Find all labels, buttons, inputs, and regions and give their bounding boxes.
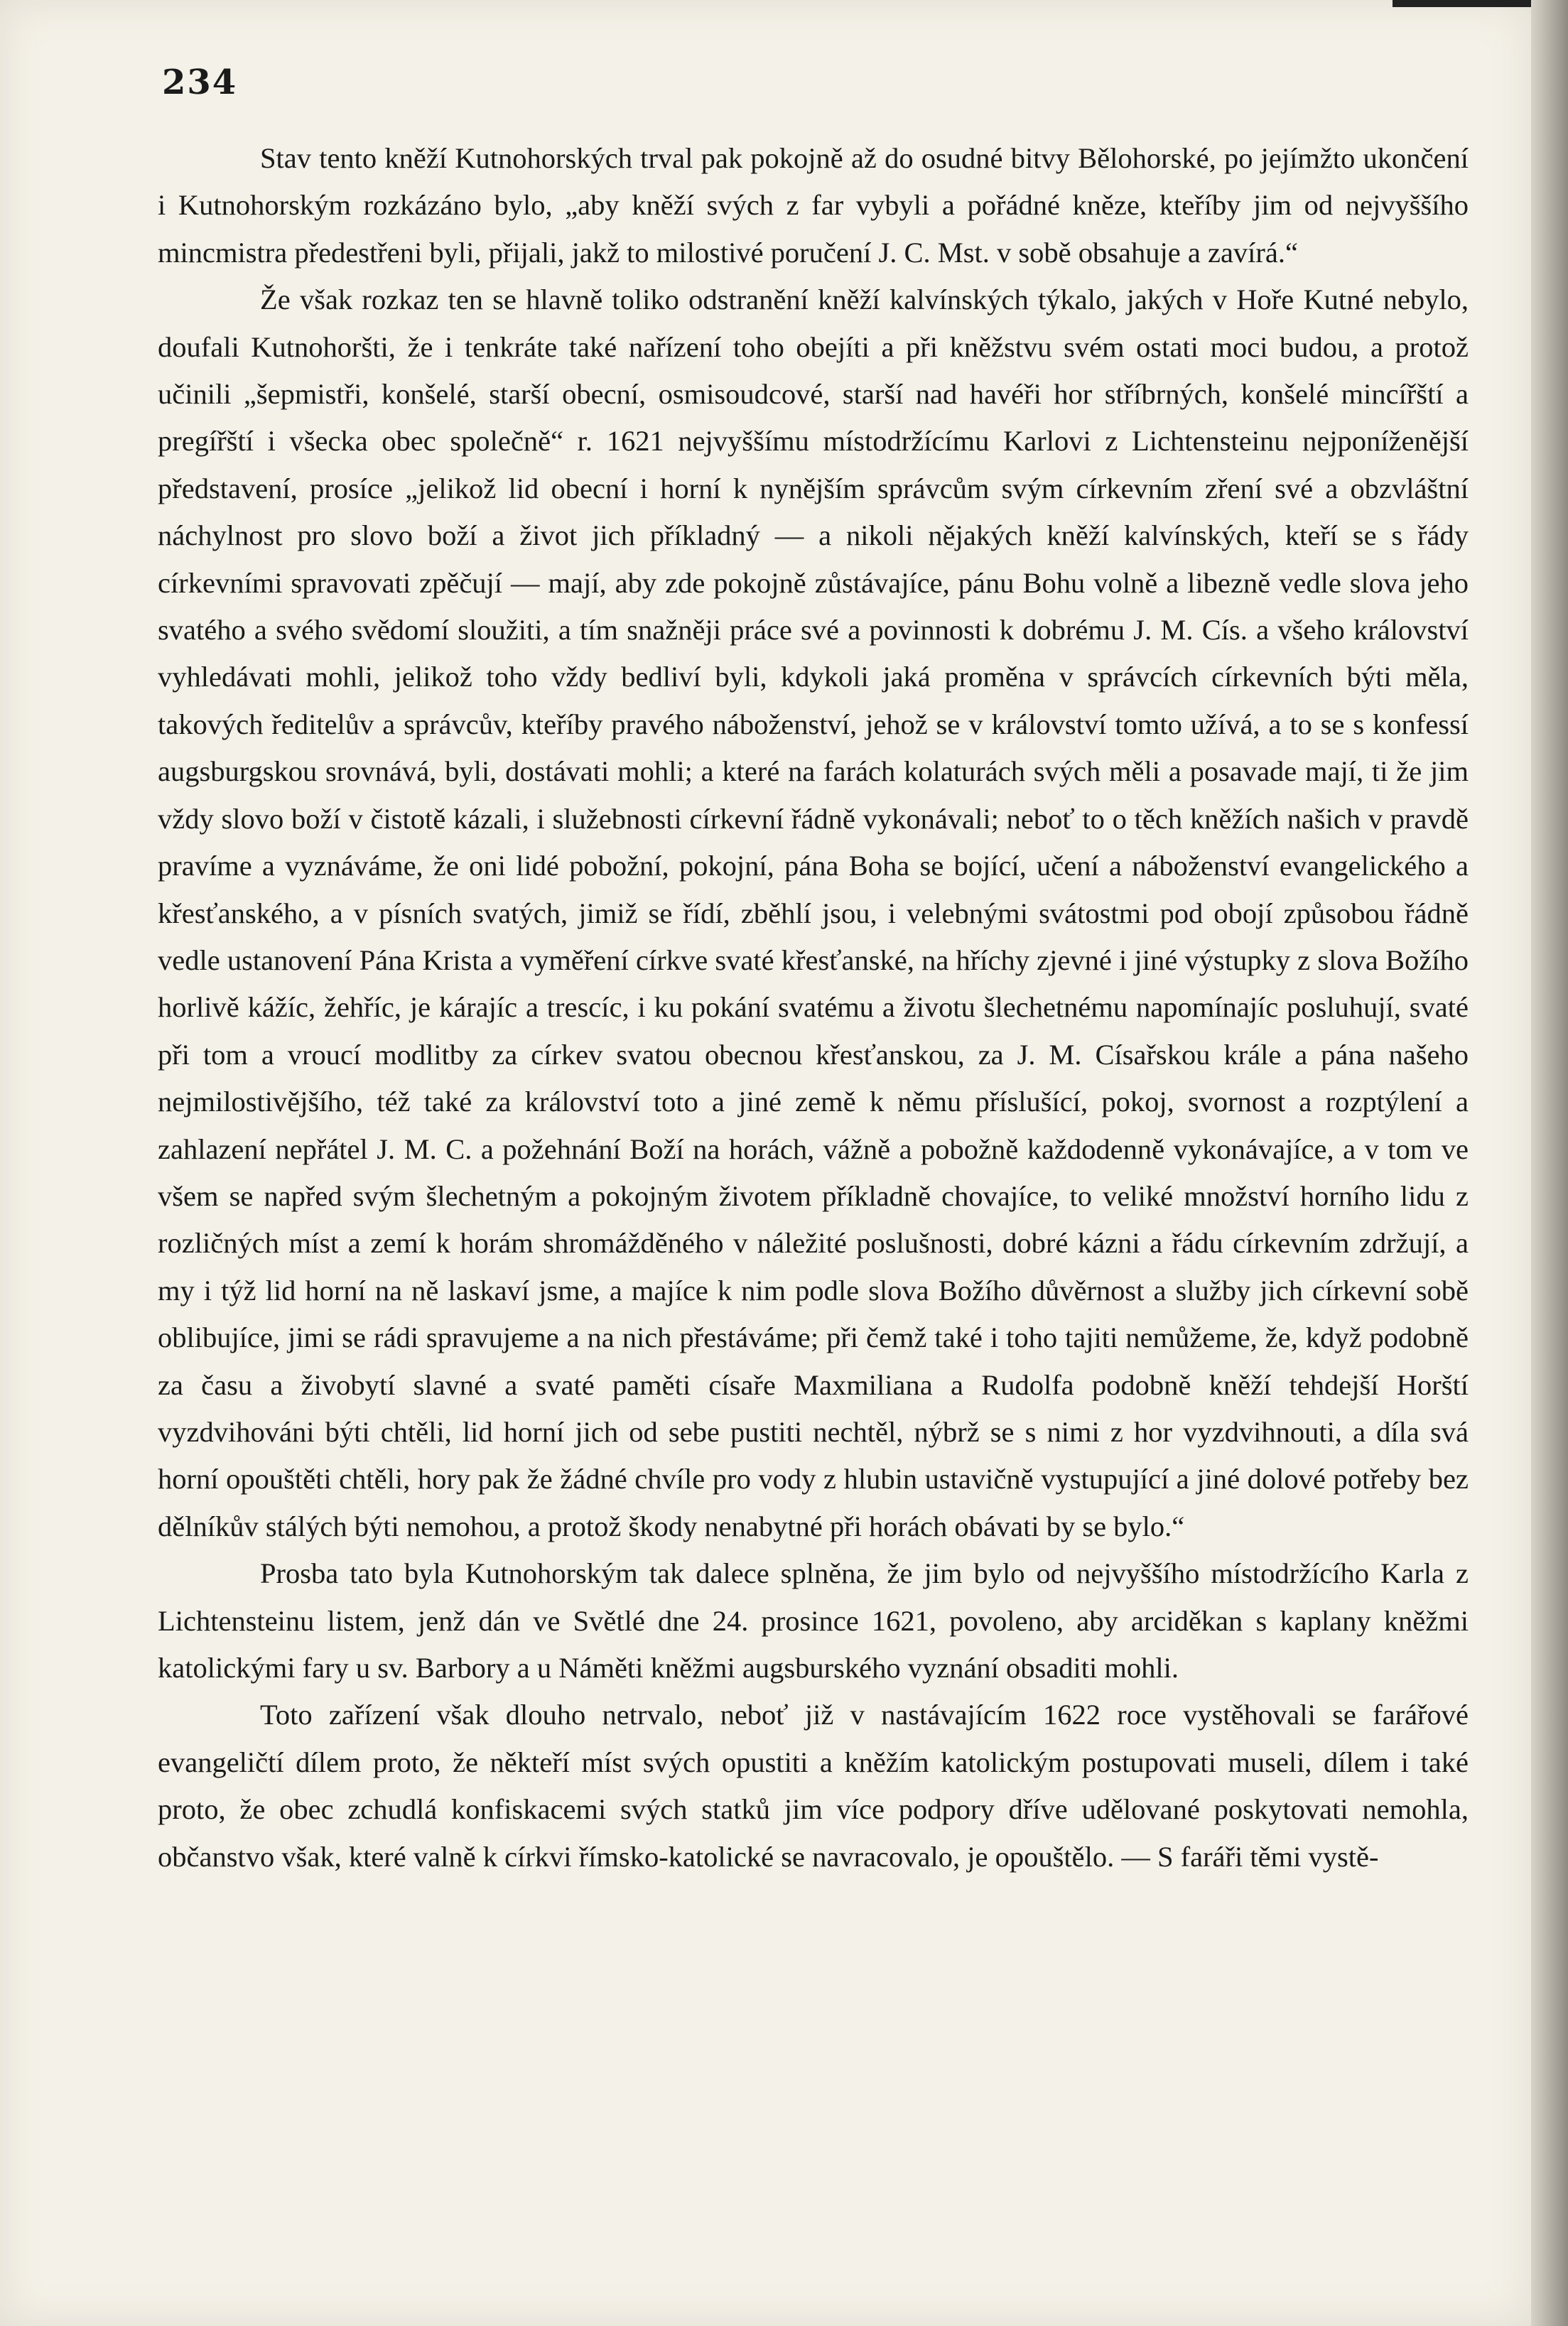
page-number: 234 [162,63,238,102]
paragraph: Že však rozkaz ten se hlavně toliko odstranění kněží kalvínských týkalo, jakých v Hoře Kutné nebylo, doufali Kutnohoršti, že i tenkráte také nařízení toho obejíti a při kněžstvu svém ostati moci budou, a protož učinili „šepmistři, konšelé, starší obecní, osmisoudcové, starší nad havéři hor stříbrných, konšelé mincířští a pregířští i všecka obec společně“ r. 1621 nejvyššímu místodržícímu Karlovi z Lichtensteinu nejponíženější představení, prosíce „jelikož lid obecní i horní k nynějším správcům svým církevním zření své a obzvláštní náchylnost pro slovo boží a život jich příkladný — a nikoli nějakých kněží kalvínských, kteří se s řády církevními spravovati zpěčují — mají, aby zde pokojně zůstávajíce, pánu Bohu volně a libezně vedle slova jeho svatého a svého svědomí sloužiti, a tím snažněji práce své a povinnosti k dobrému J. M. Cís. a všeho království vyhledávati mohli, jelikož toho vždy bedliví byli, kdykoli jaká proměna v správcích církevních býti měla, takových ředitelův a správcův, kteříby pravého náboženství, jehož se v království tomto užívá, a to se s konfessí augsburgskou srovnává, byli, dostávati mohli; a které na farách kolaturách svých měli a posavade mají, ti že jim vždy slovo boží v čistotě kázali, i služebnosti církevní řádně vykonávali; neboť to o těch kněžích našich v pravdě pravíme a vyznáváme, že oni lidé pobožní, pokojní, pána Boha se bojící, učení a náboženství evangelického a křesťanského, a v písních svatých, jimiž se řídí, zběhlí jsou, i velebnými svátostmi pod obojí způsobou řádně vedle ustanovení Pána Krista a vyměření církve svaté křesťanské, na hříchy zjevné i jiné výstupky z slova Božího horlivě kážíc, žehříc, je kárajíc a trescíc, i ku pokání svatému a životu šlechetnému napomínajíc posluhují, svaté při tom a vroucí modlitby za církev svatou obecnou křesťanskou, za J. M. Císařskou krále a pána našeho nejmilostivějšího, též také za království toto a jiné země k němu příslušící, pokoj, svornost a rozptýlení a zahlazení nepřátel J. M. C. a požehnání Boží na horách, vážně a pobožně každodenně vykonávajíce, a v tom ve všem se napřed svým šlechetným a pokojným životem příkladně chovajíce, to veliké množství horního lidu z rozličných míst a zemí k horám shromážděného v náležité poslušnosti, dobré kázni a řádu církevním zdržují, a my i týž lid horní na ně laskaví jsme, a majíce k nim podle slova Božího důvěrnost a služby jich církevní sobě oblibujíce, jimi se rádi spravujeme a na nich přestáváme; při čemž také i toho tajiti nemůžeme, že, když podobně za času a živobytí slavné a svaté paměti císaře Maxmiliana a Rudolfa podobně kněží tehdejší Horští vyzdvihováni býti chtěli, lid horní jich od sebe pustiti nechtěl, nýbrž se s nimi z hor vyzdvihnouti, a díla svá horní opouštěti chtěli, hory pak že žádné chvíle pro vody z hlubin ustavičně vystupující a jiné dolové potřeby bez dělníkův stálých býti nemohou, a protož škody nenabytné při horách obávati by se bylo.“ [158,283,1469,1542]
page-right-edge [1531,0,1568,2326]
page-top-edge-shadow [1393,0,1531,7]
paragraph: Toto zařízení však dlouho netrvalo, neboť již v nastávajícím 1622 roce vystěhovali se farářové evangeličtí dílem proto, že někteří míst svých opustiti a kněžím katolickým postupovati museli, dílem i také proto, že obec zchudlá konfiskacemi svých statků jim více podpory dříve udělované poskytovati nemohla, občanstvo však, které valně k církvi římsko-katolické se navracovalo, je opouštělo. — S faráři těmi vystě- [158,1699,1469,1873]
paragraph: Stav tento kněží Kutnohorských trval pak pokojně až do osudné bitvy Bělohorské, po jejímžto ukončení i Kutnohorským rozkázáno bylo, „aby kněží svých z far vybyli a pořádné kněze, kteříby jim od nejvyššího mincmistra předestřeni byli, přijali, jakž to milostivé poručení J. C. Mst. v sobě obsahuje a zavírá.“ [158,142,1469,269]
paragraph: Prosba tato byla Kutnohorským tak dalece splněna, že jim bylo od nejvyššího místodržícího Karla z Lichtensteinu listem, jenž dán ve Světlé dne 24. prosince 1621, povoleno, aby arciděkan s kaplany kněžmi katolickými fary u sv. Barbory a u Náměti kněžmi augsburského vyznání obsaditi mohli. [158,1557,1469,1684]
page-text-body [158,135,1469,1881]
